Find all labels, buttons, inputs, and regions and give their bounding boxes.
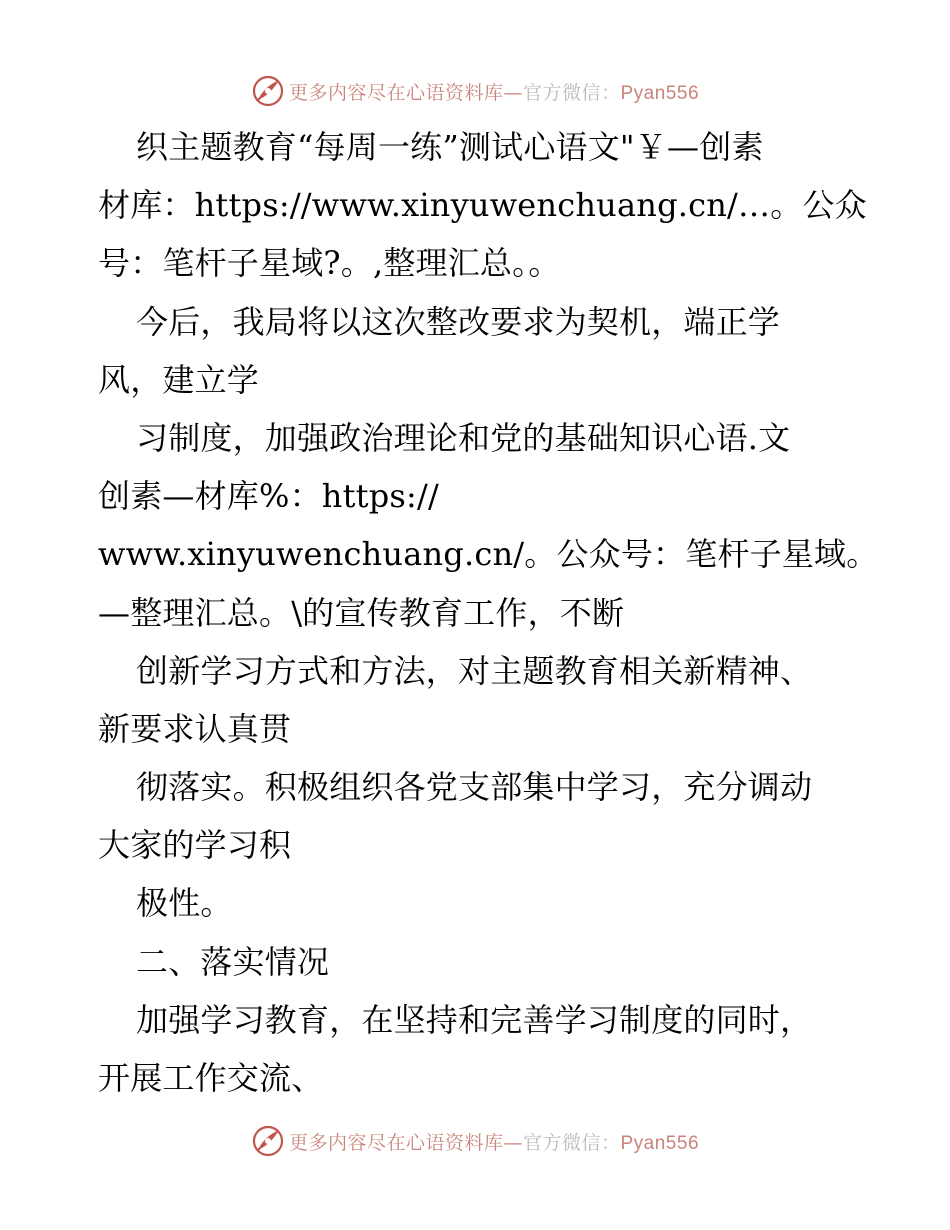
banner-wechat-id: Pyan556: [620, 1132, 700, 1154]
text-line: 习制度，加强政治理论和党的基础知识心语.文: [136, 418, 791, 457]
text-line: 风，建立学: [98, 360, 260, 399]
text-line: 极性。: [136, 884, 233, 923]
text-line: 加强学习教育，在坚持和完善学习制度的同时，: [136, 1000, 813, 1039]
header-banner-text: [289, 78, 699, 105]
text-line: 创新学习方式和方法，对主题教育相关新精神、: [136, 651, 813, 690]
text-line: 创素—材库%：https://: [98, 477, 439, 516]
footer-banner: [0, 1121, 950, 1161]
header-banner: [0, 71, 950, 111]
text-line: 材库：https://www.xinyuwenchuang.cn/…。公众: [98, 186, 867, 225]
banner-dash: —: [503, 81, 523, 104]
text-line: 彻落实。积极组织各党支部集中学习，充分调动: [136, 768, 813, 807]
banner-site-text: 更多内容尽在心语资料库: [288, 1131, 504, 1154]
pen-circle-logo-icon: [251, 1124, 285, 1158]
document-body: [98, 118, 879, 1107]
text-line: 织主题教育“每周一练”测试心语文"￥—创素: [136, 128, 764, 166]
banner-wechat-id: Pyan556: [620, 82, 700, 104]
text-line: 号：笔杆子星域?。,整理汇总。。: [98, 244, 561, 283]
banner-dash: —: [503, 1131, 523, 1154]
section-heading: 二、落实情况: [136, 942, 330, 981]
text-line: 开展工作交流、: [98, 1059, 324, 1097]
text-line: 今后，我局将以这次整改要求为契机，端正学: [136, 302, 781, 341]
text-line: 新要求认真贯: [98, 709, 292, 748]
banner-wechat-label: 官方微信：: [522, 81, 621, 104]
pen-circle-logo-icon: [251, 74, 285, 108]
text-line: www.xinyuwenchuang.cn/。公众号：笔杆子星域。: [98, 535, 879, 574]
text-line: 大家的学习积: [98, 826, 292, 865]
banner-site-text: 更多内容尽在心语资料库: [288, 81, 504, 104]
banner-wechat-label: 官方微信：: [522, 1131, 621, 1154]
text-line: —整理汇总。\的宣传教育工作，不断: [98, 593, 625, 632]
footer-banner-text: [289, 1128, 699, 1155]
